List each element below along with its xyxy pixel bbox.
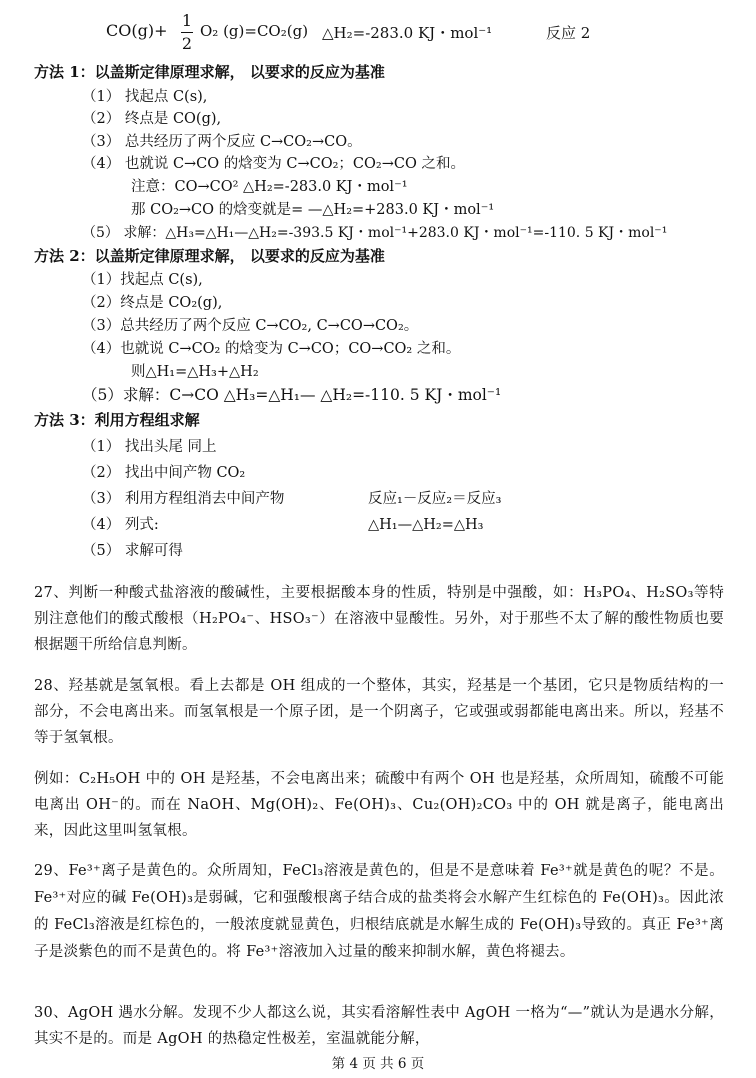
method2-heading: 方法 2：以盖斯定律原理求解， 以要求的反应为基准 xyxy=(34,247,385,265)
method3-step-5: （5） 求解可得 xyxy=(82,543,183,559)
method3-reaction: 反应₁－反应₂＝反应₃ xyxy=(368,491,502,507)
paragraph-28-example: 例如：C₂H₅OH 中的 OH 是羟基，不会电离出来；硫酸中有两个 OH 也是羟基，众所周知，硫酸不可能电离出 OH⁻的。而在 NaOH、Mg(OH)₂、Fe(OH)₃、Cu₂(OH)₂CO₃ 中的 OH 就是离子，能电离出来，因此这里叫氢氧根。 xyxy=(34,771,724,839)
method1-step-1: （1） 找起点 C(s), xyxy=(82,89,208,105)
paragraph-28: 28、羟基就是氢氧根。看上去都是 OH 组成的一个整体，其实，羟基是一个基团，它只是物质结构的一部分，不会电离出来。而氢氧根是一个原子团，是一个阴离子，它或强或弱都能电离出来。所以，羟基不等于氢氧根。 xyxy=(34,678,724,746)
method3-step-1: （1） 找出头尾 同上 xyxy=(82,439,217,455)
method1-step-4: （4） 也就说 C→CO 的焓变为 C→CO₂；CO₂→CO 之和。 xyxy=(82,156,465,172)
method1-step-2: （2） 终点是 CO(g), xyxy=(82,111,222,127)
fraction-denominator: 2 xyxy=(181,34,193,53)
method2-step-4: （4）也就说 C→CO₂ 的焓变为 C→CO；CO→CO₂ 之和。 xyxy=(82,341,461,357)
method2-formula: 则△H₁=△H₃+△H₂ xyxy=(131,364,259,380)
method3-heading: 方法 3：利用方程组求解 xyxy=(34,411,200,429)
fraction-one-half xyxy=(180,10,194,55)
method2-step-1: （1）找起点 C(s), xyxy=(82,272,203,288)
paragraph-27: 27、判断一种酸式盐溶液的酸碱性，主要根据酸本身的性质，特别是中强酸，如：H₃PO₄、H₂SO₃等特别注意他们的酸式酸根（H₂PO₄⁻、HSO₃⁻）在溶液中显酸性。另外，对于那些不太了解的酸性物质也要根据题干所给信息判断。 xyxy=(34,585,724,653)
equation-left: CO(g)+ xyxy=(106,21,168,40)
fraction-numerator: 1 xyxy=(181,11,193,30)
method1-note: 注意：CO→CO² △H₂=-283.0 KJ・mol⁻¹ xyxy=(131,179,408,195)
page-footer: 第 4 页 共 6 页 xyxy=(331,1056,425,1072)
method2-step-2: （2）终点是 CO₂(g), xyxy=(82,295,223,311)
method2-step-3: （3）总共经历了两个反应 C→CO₂, C→CO→CO₂。 xyxy=(82,318,419,334)
method1-step-3: （3） 总共经历了两个反应 C→CO₂→CO。 xyxy=(82,134,362,150)
paragraph-30: 30、AgOH 遇水分解。发现不少人都这么说，其实看溶解性表中 AgOH 一格为“—”就认为是遇水分解，其实不是的。而是 AgOH 的热稳定性极差，室温就能分解， xyxy=(34,1005,724,1047)
method3-step-3: （3） 利用方程组消去中间产物 xyxy=(82,491,285,507)
equation-label: 反应 2 xyxy=(546,24,591,42)
paragraph-29: 29、Fe³⁺离子是黄色的。众所周知，FeCl₃溶液是黄色的，但是不是意味着 Fe³⁺就是黄色的呢？不是。Fe³⁺对应的碱 Fe(OH)₃是弱碱，它和强酸根离子结合成的盐类将会水解产生红棕色的 Fe(OH)₃。因此浓的 FeCl₃溶液是红棕色的，一般浓度就显黄色，归根结底就是水解生成的 Fe(OH)₃导致的。真正 Fe³⁺离子是淡紫色的而不是黄色的。将 Fe³⁺溶液加入过量的酸来抑制水解，黄色将褪去。 xyxy=(34,863,724,960)
method3-step-2: （2） 找出中间产物 CO₂ xyxy=(82,465,246,481)
method1-heading: 方法 1：以盖斯定律原理求解， 以要求的反应为基准 xyxy=(34,63,385,81)
method3-step-4: （4） 列式: xyxy=(82,517,159,533)
method1-note-2: 那 CO₂→CO 的焓变就是= —△H₂=+283.0 KJ・mol⁻¹ xyxy=(131,202,495,218)
equation-delta: △H₂=-283.0 KJ・mol⁻¹ xyxy=(322,24,493,42)
method1-step-5: （5） 求解：△H₃=△H₁—△H₂=-393.5 KJ・mol⁻¹+283.0 KJ・mol⁻¹=-110. 5 KJ・mol⁻¹ xyxy=(82,225,668,241)
equation-right: O₂ (g)=CO₂(g) xyxy=(200,22,309,40)
method2-step-5: （5）求解：C→CO △H₃=△H₁— △H₂=-110. 5 KJ・mol⁻¹ xyxy=(82,386,502,404)
fraction-bar xyxy=(181,32,193,33)
method3-equation: △H₁—△H₂=△H₃ xyxy=(368,517,484,533)
